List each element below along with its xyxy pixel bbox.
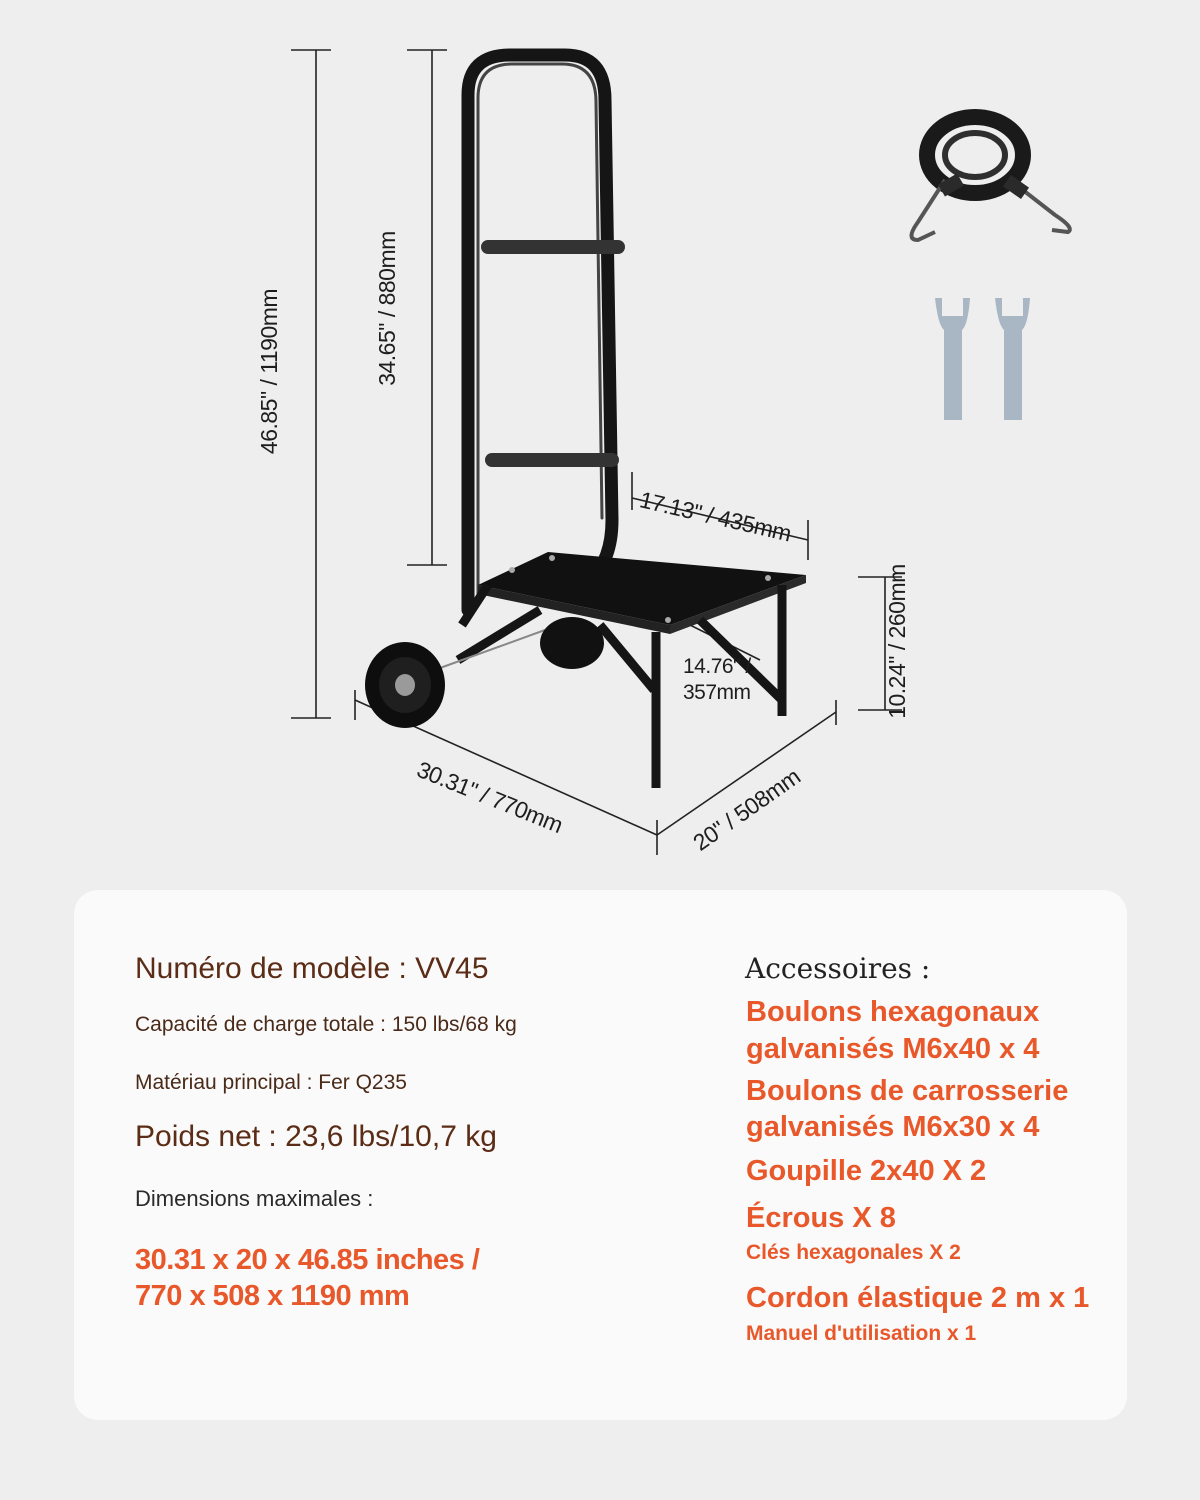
dim-total-length: 30.31" / 770mm	[413, 755, 567, 839]
net-weight: Poids net : 23,6 lbs/10,7 kg	[135, 1120, 497, 1153]
wrench-icon	[935, 298, 1030, 420]
main-material: Matériau principal : Fer Q235	[135, 1071, 407, 1094]
elastic-cord-icon	[912, 117, 1070, 240]
load-capacity: Capacité de charge totale : 150 lbs/68 kg	[135, 1013, 517, 1036]
dim-platform-depth: 14.76" / 357mm	[683, 655, 751, 704]
max-dimensions-mm: 770 x 508 x 1190 mm	[135, 1280, 410, 1312]
accessory-item: Clés hexagonales X 2	[746, 1241, 961, 1264]
accessory-item: Goupille 2x40 X 2	[746, 1155, 987, 1187]
max-dimensions-inches: 30.31 x 20 x 46.85 inches /	[135, 1244, 480, 1276]
accessories-title: Accessoires :	[745, 952, 931, 985]
accessory-item: Manuel d'utilisation x 1	[746, 1322, 977, 1345]
dim-platform-width: 17.13" / 435mm	[637, 486, 794, 547]
max-dimensions-label: Dimensions maximales :	[135, 1186, 374, 1211]
wheels	[365, 617, 604, 728]
accessory-item: galvanisés M6x40 x 4	[746, 1033, 1040, 1065]
dim-total-width: 20" / 508mm	[688, 763, 805, 856]
accessory-item: Écrous X 8	[746, 1202, 896, 1234]
model-number: Numéro de modèle : VV45	[135, 952, 489, 985]
handle-frame	[468, 55, 618, 610]
accessory-item: Boulons hexagonaux	[746, 996, 1040, 1028]
accessory-item: Cordon élastique 2 m x 1	[746, 1282, 1090, 1314]
accessory-item: Boulons de carrosserie	[746, 1075, 1069, 1107]
dim-handle-height: 34.65" / 880mm	[373, 231, 400, 386]
dim-total-height: 46.85" / 1190mm	[256, 288, 283, 455]
accessory-item: galvanisés M6x30 x 4	[746, 1111, 1040, 1143]
dim-platform-height: 10.24" / 260mm	[883, 564, 910, 719]
